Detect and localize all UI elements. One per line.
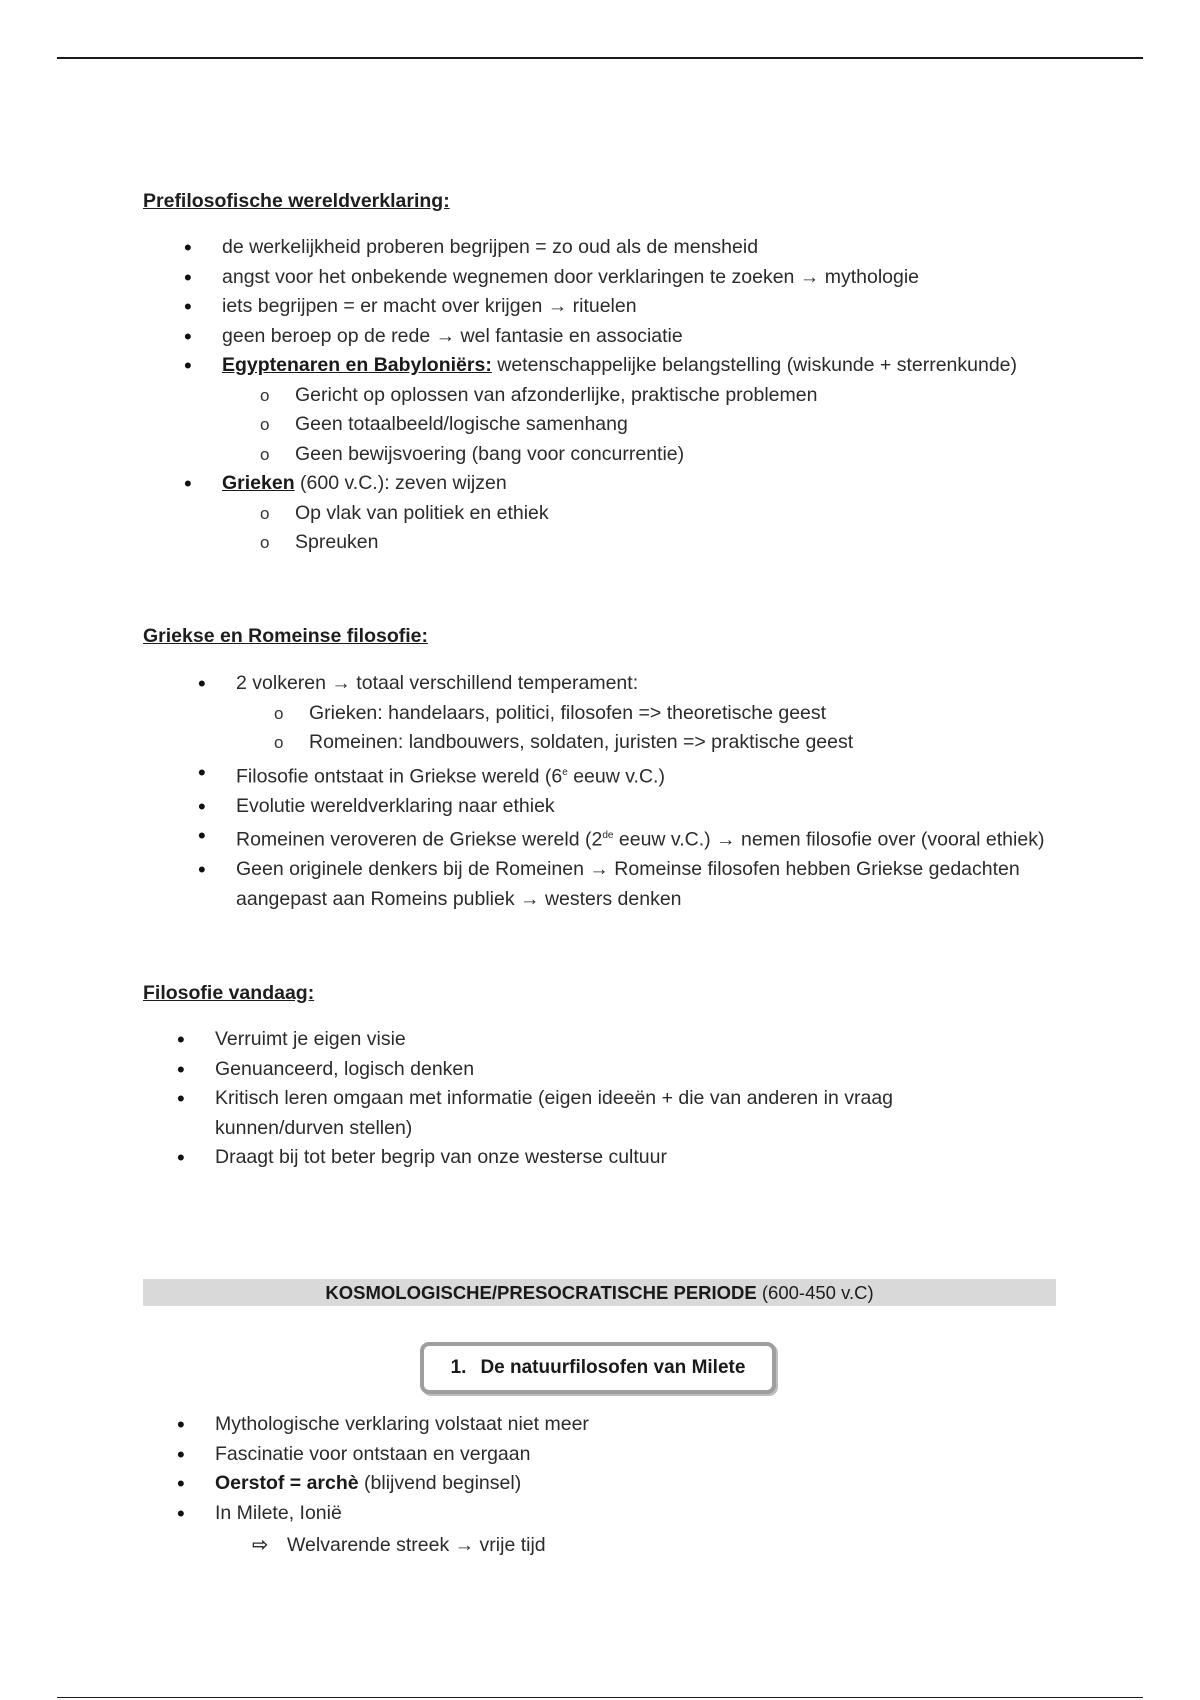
list-item <box>236 821 1066 855</box>
heading-prefilosofische: Prefilosofische wereldverklaring: <box>143 190 450 212</box>
list-item <box>222 351 1102 469</box>
list-item-text: 2 volkeren → totaal verschillend temperament: <box>236 672 639 694</box>
list-item: • Kritisch leren omgaan met informatie (eigen ideeën + die van anderen in vraag kunnen/durven stellen) <box>215 1084 1015 1143</box>
term-egyptenaren: Egyptenaren en Babyloniërs: <box>222 354 492 376</box>
arrow-bullet-text: Welvarende streek → vrije tijd <box>287 1534 546 1556</box>
list-item <box>215 1469 1015 1499</box>
list-item-text: de werkelijkheid proberen begrijpen = zo oud als de mensheid <box>222 236 759 258</box>
list-item <box>236 758 1066 792</box>
list-item-text: Romeinen veroveren de Griekse wereld (2 <box>236 828 603 851</box>
list-item-text: wetenschappelijke belangstelling (wiskunde + sterrenkunde) <box>491 354 1018 376</box>
list-item <box>236 669 1066 758</box>
sublist-item: o Op vlak van politiek en ethiek <box>295 499 1102 529</box>
list-item: • Genuanceerd, logisch denken <box>215 1055 1015 1085</box>
list-griekse-romeinse <box>236 669 1066 914</box>
list-item <box>222 263 1102 293</box>
list-item-text: (blijvend beginsel) <box>358 1472 522 1494</box>
list-item: • In Milete, Ionië <box>215 1499 1015 1529</box>
heading-filosofie-vandaag: Filosofie vandaag: <box>143 982 315 1004</box>
arrow-icon: → <box>435 324 456 347</box>
chapter-title: De natuurfilosofen van Milete <box>480 1357 746 1378</box>
sublist-item: o Geen bewijsvoering (bang voor concurrentie) <box>295 440 1102 470</box>
footer-rule <box>57 1697 1143 1698</box>
header-rule <box>57 57 1143 59</box>
list-item-text: geen beroep op de rede <box>222 324 436 347</box>
list-item-text: (600 v.C.): zeven wijzen <box>294 472 507 494</box>
list-item-text: Geen originele denkers bij de Romeinen → Romeinse filosofen hebben Griekse gedachten aangepast aan Romeins publiek → westers denken <box>236 858 1020 910</box>
chapter-heading <box>420 1342 776 1394</box>
list-item-text: angst voor het onbekende wegnemen door verklaringen te zoeken → mythologie <box>222 265 920 288</box>
chapter-number: 1. <box>450 1357 467 1378</box>
heading-griekse-romeinse: Griekse en Romeinse filosofie: <box>143 625 429 647</box>
list-item <box>222 292 1102 322</box>
sublist-item: o Spreuken <box>295 528 1102 558</box>
list-item-text: Filosofie ontstaat in Griekse wereld (6 <box>236 765 563 787</box>
list-item <box>222 322 1102 352</box>
sublist-item: o Romeinen: landbouwers, soldaten, juristen => praktische geest <box>309 728 1066 758</box>
list-item <box>222 233 1102 263</box>
term-grieken: Grieken <box>222 472 295 494</box>
double-arrow-icon: ⇨ <box>252 1534 269 1556</box>
list-item: • Mythologische verklaring volstaat niet meer <box>215 1410 1015 1440</box>
list-prefilosofische <box>222 233 1102 558</box>
list-item-text: wel fantasie en associatie <box>455 324 683 347</box>
banner-period: (600-450 v.C) <box>756 1282 874 1303</box>
chapter-heading-box <box>420 1342 776 1394</box>
list-item-text: Evolutie wereldverklaring naar ethiek <box>236 794 555 817</box>
sublist <box>295 499 1102 558</box>
list-item: • Verruimt je eigen visie <box>215 1025 1015 1055</box>
sublist-item: o Gericht op oplossen van afzonderlijke, praktische problemen <box>295 381 1102 411</box>
sublist-item: o Grieken: handelaars, politici, filosofen => theoretische geest <box>309 699 1066 729</box>
list-item: • Draagt bij tot beter begrip van onze westerse cultuur <box>215 1143 1015 1173</box>
superscript: de <box>602 830 614 841</box>
list-item <box>236 792 1066 822</box>
superscript: e <box>562 766 568 778</box>
list-item: • Fascinatie voor ontstaan en vergaan <box>215 1440 1015 1470</box>
sublist <box>309 699 1066 758</box>
sublist-item: o Geen totaalbeeld/logische samenhang <box>295 410 1102 440</box>
term-oerstof: Oerstof = archè <box>215 1472 359 1494</box>
list-item-text: eeuw v.C.) <box>567 765 665 787</box>
period-banner <box>143 1279 1056 1306</box>
banner-title: KOSMOLOGISCHE/PRESOCRATISCHE PERIODE <box>325 1282 757 1303</box>
list-item <box>222 469 1102 558</box>
list-item-text: eeuw v.C.) → nemen filosofie over (vooral ethiek) <box>613 828 1045 851</box>
list-item <box>236 855 1066 914</box>
list-item-text: iets begrijpen = er macht over krijgen → rituelen <box>222 295 637 317</box>
list-natuurfilosofen <box>215 1410 1015 1528</box>
sublist <box>295 381 1102 470</box>
list-filosofie-vandaag <box>215 1025 1015 1173</box>
